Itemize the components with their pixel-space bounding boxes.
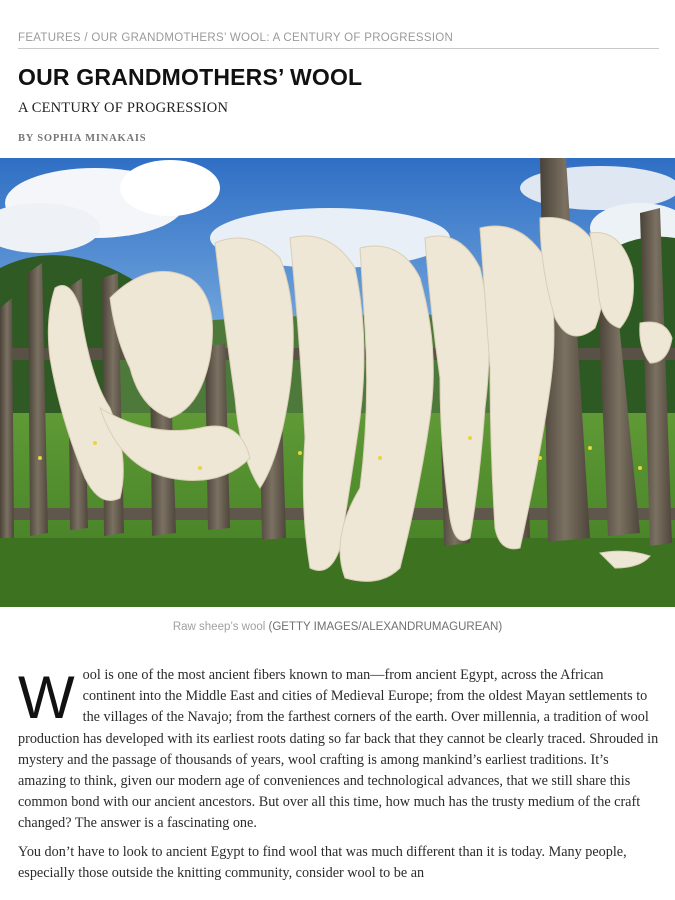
byline: BY SOPHIA MINAKAIS (18, 133, 147, 144)
caption-text: Raw sheep’s wool (172, 621, 266, 633)
article-title: OUR GRANDMOTHERS’ WOOL (18, 64, 363, 90)
photo-caption (0, 621, 675, 633)
caption-credit: (GETTY IMAGES/ALEXANDRUMAGUREAN) (268, 621, 503, 633)
drop-cap: W (18, 664, 75, 731)
article-paragraph-1 (18, 665, 659, 835)
article-subtitle: A CENTURY OF PROGRESSION (18, 100, 229, 116)
article-body (18, 665, 659, 891)
article-paragraph-2: You don’t have to look to ancient Egypt to find wool that was much different than it is today. Many people, especially those outside the knitting community, consider wool to be an (18, 843, 627, 881)
wool-on-fence-photo (0, 158, 675, 607)
paragraph-1-text: ool is one of the most ancient fibers known to man—from ancient Egypt, across the African continent into the Middle East and cities of Medieval Europe; from the oldest Mayan settlements to the villages of the Navajo; from the farthest corners of the earth. Over millennia, a tradition of wool production has developed with its earliest roots dating so far back that they cannot be clearly traced. Shrouded in mystery and the passage of thousands of years, wool crafting is among mankind’s earliest traditions. It’s amazing to think, given our modern age of conveniences and technological advances, that we still share this common bond with our ancient ancestors. But over all this time, how much has the trusty medium of the craft changed? The answer is a fascinating one. (18, 667, 659, 832)
breadcrumb[interactable]: FEATURES / OUR GRANDMOTHERS’ WOOL: A CENTURY OF PROGRESSION (18, 32, 659, 49)
